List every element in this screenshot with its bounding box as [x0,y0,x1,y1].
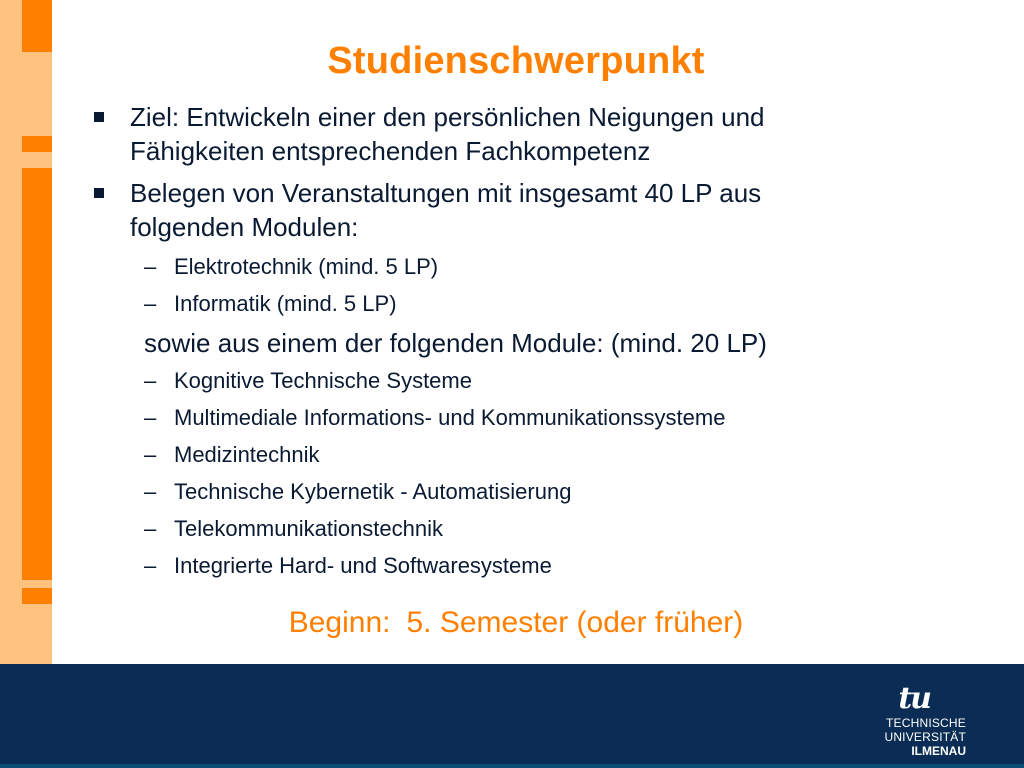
bullet-text: Fähigkeiten entsprechenden Fachkompetenz [130,136,651,166]
dash-bullet-icon: – [144,516,157,541]
module-item [92,366,922,396]
footer-bar [0,664,1024,768]
module-label: Medizintechnik [174,442,320,467]
bullet-text: Ziel: Entwickeln einer den persönlichen Neigungen und [130,102,765,132]
module-item [92,252,922,282]
module-item [92,403,922,433]
logo-text-line1: TECHNISCHE UNIVERSITÄT [884,716,966,744]
bullet-item [92,100,922,168]
dash-bullet-icon: – [144,291,157,316]
square-bullet-icon [94,188,104,198]
module-label: Technische Kybernetik - Automatisierung [174,479,572,504]
module-label: Telekommunikationstechnik [174,516,444,541]
start-semester-note [0,606,1024,640]
university-logo [816,681,966,758]
module-label: Elektrotechnik (mind. 5 LP) [174,254,439,279]
module-item [92,477,922,507]
bullet-text: Belegen von Veranstaltungen mit insgesamt 40 LP aus [130,178,762,208]
bullet-text: folgenden Modulen: [130,212,359,242]
module-label: Multimediale Informations- und Kommunikationssysteme [174,405,726,430]
slide-title: Studienschwerpunkt [327,40,705,82]
start-label: Beginn: [288,606,391,639]
logo-text-line2: ILMENAU [911,744,966,758]
module-label: Informatik (mind. 5 LP) [174,291,397,316]
dash-bullet-icon: – [144,553,157,578]
module-label: Kognitive Technische Systeme [174,368,472,393]
dash-bullet-icon: – [144,368,157,393]
decorative-stripe [0,152,52,168]
module-item [92,551,922,581]
module-item [92,514,922,544]
footer-accent-line [0,764,1024,768]
slide-content [92,100,922,588]
square-bullet-icon [94,112,104,122]
decorative-stripe [0,580,52,588]
module-item [92,289,922,319]
choice-intro: sowie aus einem der folgenden Module: (mind. 20 LP) [144,328,767,358]
dash-bullet-icon: – [144,254,157,279]
module-item [92,440,922,470]
start-value: 5. Semester (oder früher) [406,606,744,639]
dash-bullet-icon: – [144,479,157,504]
decorative-left-band [0,0,52,664]
dash-bullet-icon: – [144,405,157,430]
module-label: Integrierte Hard- und Softwaresysteme [174,553,552,578]
tu-logo-icon: tu [898,681,930,716]
bullet-item [92,176,922,244]
dash-bullet-icon: – [144,442,157,467]
